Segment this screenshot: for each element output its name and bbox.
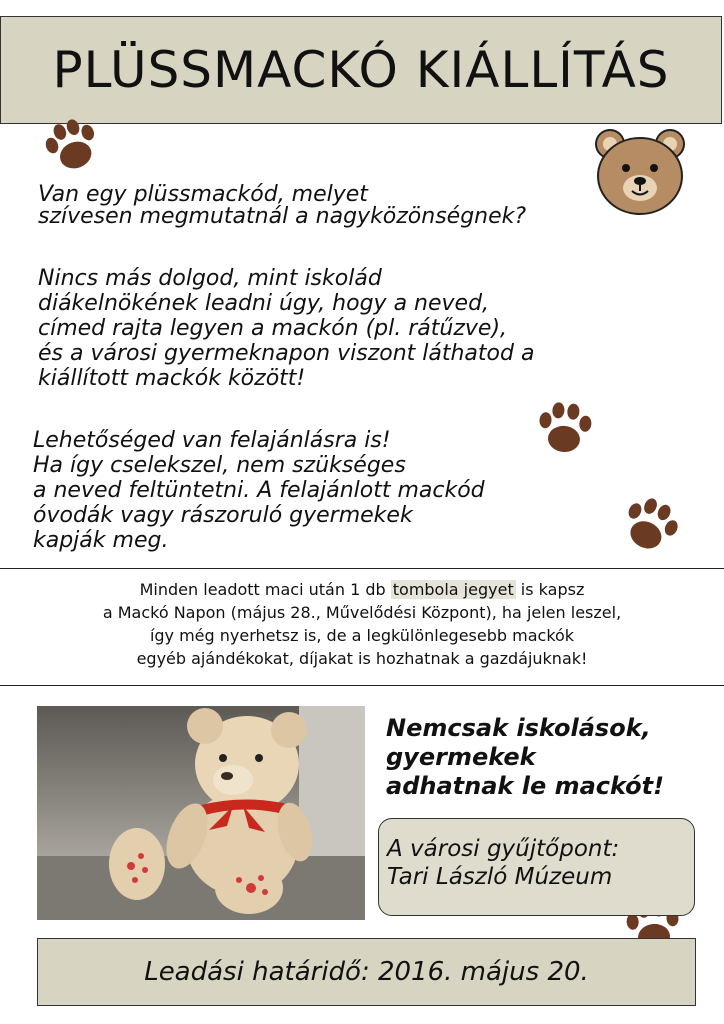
- pickup-place: Tari László Múzeum: [387, 864, 613, 890]
- raffle-line-3: így még nyerhetsz is, de a legkülönlegesebb mackók: [149, 626, 575, 645]
- raffle-line-1: Minden leadott maci után 1 db tombola jegyet is kapsz: [139, 580, 585, 599]
- note-text: Nemcsak iskolások, gyermekek adhatnak le mackót!: [386, 714, 665, 800]
- pickup-label: A városi gyűjtőpont:: [387, 836, 620, 862]
- paw-print-icon: [618, 492, 684, 556]
- title-banner: [0, 16, 722, 124]
- teddy-bear-photo: [37, 706, 365, 920]
- page-title: PLÜSSMACKÓ KIÁLLÍTÁS: [52, 41, 670, 99]
- raffle-line-4: egyéb ajándékokat, díjakat is hozhatnak a gazdájuknak!: [136, 649, 588, 668]
- intro-instructions: Nincs más dolgod, mint iskolád diákelnökének leadni úgy, hogy a neved, címed rajta legyen a mackón (pl. rátűzve), és a városi gyermeknapon viszont láthatod a kiállított mackók között!: [38, 266, 535, 391]
- donation-text: Lehetőséged van felajánlásra is! Ha így cselekszel, nem szükséges a neved feltüntetni. A felajánlott mackód óvodák vagy rászoruló gyermekek kapják meg.: [33, 428, 485, 553]
- intro-question: Van egy plüssmackód, melyet szívesen megmutatnál a nagyközönségnek?: [38, 182, 527, 229]
- deadline-text: Leadási határidő: 2016. május 20.: [144, 957, 589, 987]
- deadline-banner: [37, 938, 696, 1006]
- raffle-info: [0, 578, 724, 670]
- raffle-line-2: a Mackó Napon (május 28., Művelődési Központ), ha jelen leszel,: [102, 603, 622, 622]
- divider-bottom: [0, 685, 724, 686]
- divider-top: [0, 568, 724, 569]
- pickup-location-box: [378, 818, 695, 916]
- raffle-ticket-highlight: tombola jegyet: [392, 580, 514, 599]
- paw-print-icon: [532, 396, 598, 458]
- paw-print-icon: [38, 114, 104, 176]
- bear-head-icon: [594, 126, 686, 216]
